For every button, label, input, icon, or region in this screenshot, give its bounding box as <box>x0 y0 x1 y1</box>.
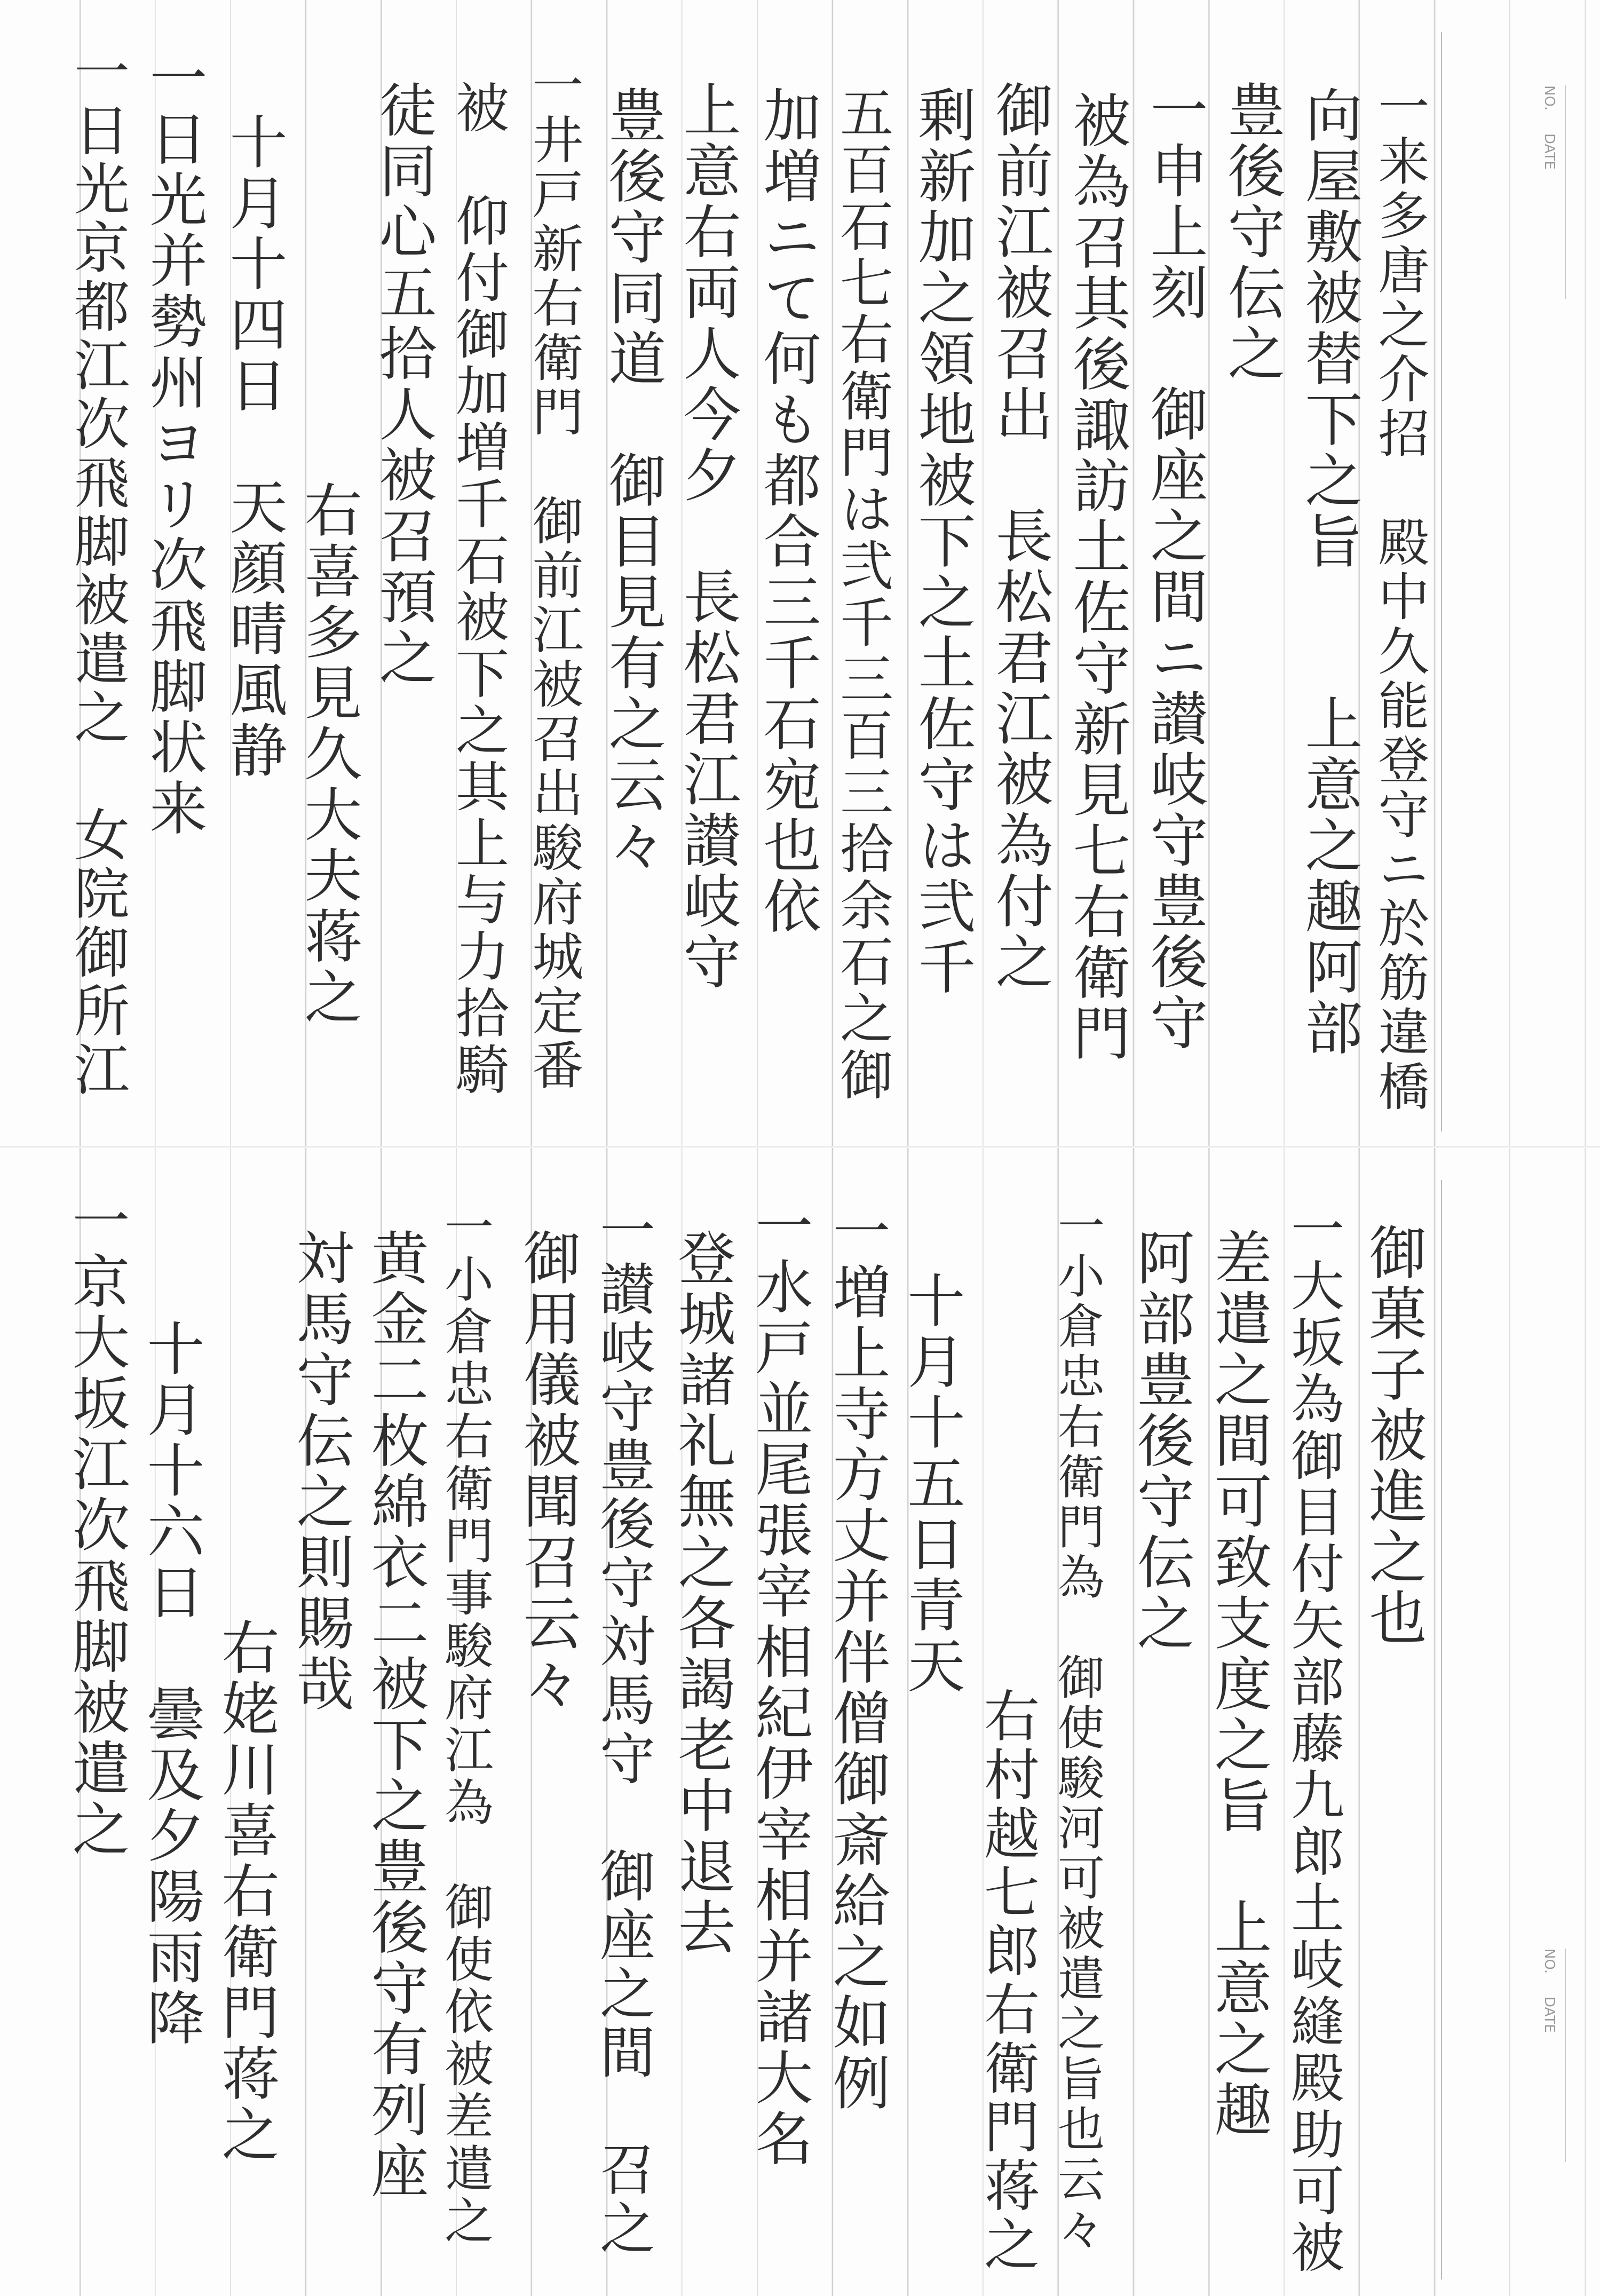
date-heading: 十月十五日青天 <box>898 1271 964 1697</box>
text-column: 一日光并勢州ヨリ次飛脚状来 <box>140 48 207 839</box>
header-divider <box>1565 85 1566 299</box>
date-label: DATE <box>1541 133 1557 170</box>
text-column: 上意右両人今夕 長松君江讃岐守 <box>674 80 740 993</box>
page-header <box>1541 1949 1589 2194</box>
text-column: 右姥川喜右衛門蒋之 <box>212 1618 279 2165</box>
page-header <box>1541 85 1589 331</box>
text-column: 加増ニて何も都合三千石宛也依 <box>754 85 820 937</box>
text-column: 一小倉忠右衛門為 御使駿河可被遣之旨也云々 <box>1050 1201 1105 2255</box>
text-column: 右村越七郎右衛門蒋之 <box>975 1687 1040 2274</box>
notebook-page-bottom <box>0 1148 1600 2296</box>
text-column: 一増上寺方丈并伴僧御斎給之如例 <box>823 1201 890 2114</box>
text-column: 対馬守伝之則賜哉 <box>287 1228 353 1715</box>
text-column: 向屋敷被替下之旨 上意之趣阿部 <box>1295 85 1362 1059</box>
text-column: 豊後守同道 御目見有之云々 <box>599 85 666 876</box>
date-heading: 十月十六日 曇及夕陽雨降 <box>137 1319 204 2049</box>
text-column: 黄金二枚綿衣二被下之豊後守有列座 <box>361 1228 428 2202</box>
text-column: 一讃岐守豊後守対馬守 御座之間 召之 <box>590 1201 655 2258</box>
text-column: 一小倉忠右衛門事駿府江為 御使依被差遣之 <box>437 1201 494 2247</box>
date-label: DATE <box>1541 1997 1557 2033</box>
text-column: 一来多唐之介招 殿中久能登守ニ於筋違橋 <box>1370 80 1430 1114</box>
text-column: 御用儀被聞召云々 <box>513 1228 580 1715</box>
date-heading: 十月十四日 天顔晴風静 <box>220 112 287 781</box>
text-column: 五百石七右衛門は弐千三百三拾余石之御 <box>831 85 893 1104</box>
text-column: 被為召其後諏訪土佐守新見七右衛門 <box>1063 91 1130 1064</box>
page-margin-line <box>1441 32 1442 1131</box>
number-label: NO. <box>1541 85 1557 111</box>
page-margin-line <box>1441 1180 1442 2279</box>
text-column: 剰新加之領地被下之土佐守は弐千 <box>908 85 975 998</box>
text-column: 豊後守伝之 <box>1218 80 1285 384</box>
text-column: 一京大坂江次飛脚被遣之 <box>62 1191 129 1860</box>
text-column: 一井戸新右衛門 御前江被召出駿府城定番 <box>524 59 584 1093</box>
text-column: 登城諸礼無之各謁老中退去 <box>668 1228 735 1958</box>
header-divider <box>1565 1949 1566 2162</box>
text-column: 右喜多見久大夫蒋之 <box>295 480 361 1028</box>
text-column: 阿部豊後守伝之 <box>1127 1228 1194 1654</box>
text-column: 一大坂為御目付矢部藤九郎土岐縫殿助可被 <box>1282 1201 1344 2276</box>
text-column: 差遣之間可致支度之旨 上意之趣 <box>1205 1228 1271 2141</box>
text-column: 一水戸並尾張宰相紀伊宰相并諸大名 <box>746 1196 812 2170</box>
text-column: 御菓子被進之也 <box>1359 1223 1426 1649</box>
text-column: 一申上刻 御座之間ニ讃岐守豊後守 <box>1140 80 1207 1054</box>
text-column: 一日光京都江次飛脚被遣之 女院御所江 <box>65 43 130 1099</box>
number-label: NO. <box>1541 1949 1557 1974</box>
text-column: 御前江被召出 長松君江被為付之 <box>986 80 1052 993</box>
text-column: 徒同心五拾人被召預之 <box>369 80 436 688</box>
text-column: 被 仰付御加増千石被下之其上与力拾騎 <box>447 80 509 1098</box>
